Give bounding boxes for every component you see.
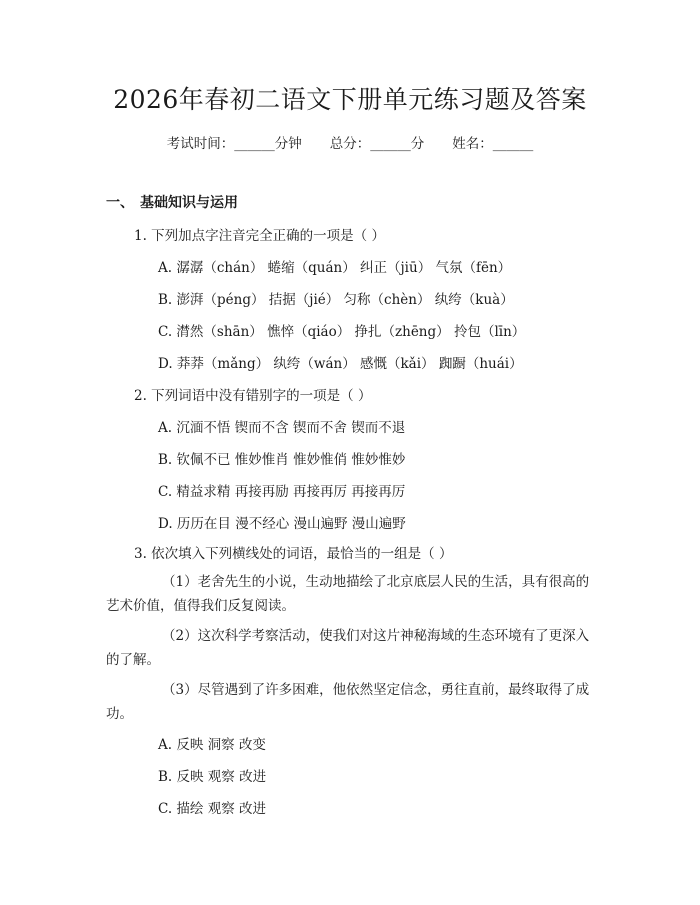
question-2-option-d: D. 历历在目 漫不经心 漫山遍野 漫山遍野	[158, 516, 406, 532]
exam-time-field: 考试时间：______分钟	[166, 136, 302, 152]
question-3-stem: 3. 依次填入下列横线处的词语，最恰当的一组是（ ）	[134, 546, 453, 562]
question-2-stem: 2. 下列词语中没有错别字的一项是（ ）	[134, 388, 372, 404]
question-3-sentence-2: （2）这次科学考察活动，使我们对这片神秘海域的生态环境有了更深入的了解。	[106, 628, 590, 668]
question-1-option-d: D. 莽莽（mǎng） 纨绔（wán） 感慨（kǎi） 踟蹰（huái）	[158, 356, 523, 372]
section-heading	[106, 192, 238, 212]
section-title: 基础知识与运用	[140, 195, 238, 211]
question-3-option-c: C. 描绘 观察 改进	[158, 801, 267, 817]
student-name-field: 姓名：______	[452, 136, 534, 152]
question-3-option-b: B. 反映 观察 改进	[158, 769, 267, 785]
question-1-option-c: C. 潸然（shān） 憔悴（qiáo） 挣扎（zhēng） 拎包（līn）	[158, 324, 526, 340]
question-1-option-b: B. 澎湃（péng） 拮据（jié） 匀称（chèn） 纨绔（kuà）	[158, 292, 514, 308]
exam-meta	[0, 132, 700, 152]
question-2-option-b: B. 钦佩不已 惟妙惟肖 惟妙惟俏 惟妙惟妙	[158, 452, 406, 468]
total-score-field: 总分：______分	[329, 136, 425, 152]
section-number: 一、	[106, 195, 134, 211]
question-3-option-a: A. 反映 洞察 改变	[158, 737, 266, 753]
question-1-stem: 1. 下列加点字注音完全正确的一项是（ ）	[134, 228, 385, 244]
page-title: 2026年春初二语文下册单元练习题及答案	[113, 85, 587, 114]
question-2-option-c: C. 精益求精 再接再励 再接再厉 再接再厉	[158, 484, 406, 500]
question-3-sentence-1: （1）老舍先生的小说，生动地描绘了北京底层人民的生活，具有很高的艺术价值，值得我们反复阅读。	[106, 574, 590, 614]
question-1-option-a: A. 潺潺（chán） 蜷缩（quán） 纠正（jiū） 气氛（fēn）	[158, 260, 512, 276]
question-2-option-a: A. 沉湎不悟 锲而不含 锲而不舍 锲而不退	[158, 420, 406, 436]
question-3-sentence-3: （3）尽管遇到了许多困难，他依然坚定信念，勇往直前，最终取得了成功。	[106, 682, 590, 722]
